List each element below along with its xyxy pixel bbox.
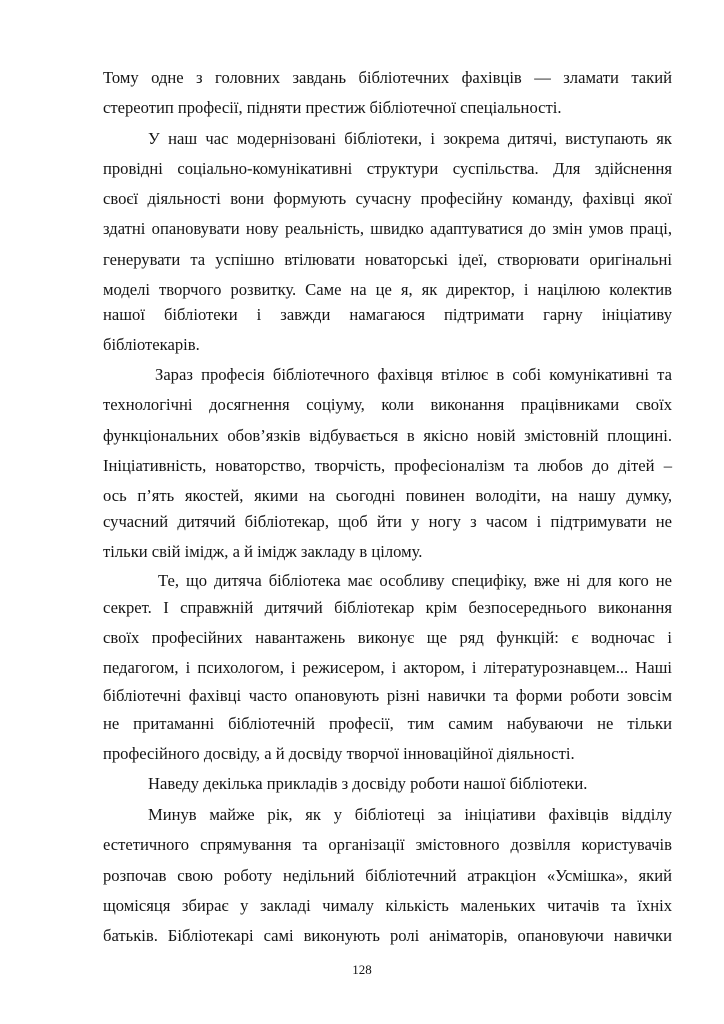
text-line: стереотип професії, підняти престиж бібліотечної спеціальності. bbox=[103, 98, 562, 117]
text-line: функціональних обов’язків відбувається в якісно новій змістовній площині. bbox=[103, 426, 672, 445]
text-line: технологічні досягнення соціуму, коли виконання працівниками своїх bbox=[103, 395, 672, 414]
text-line: педагогом, і психологом, і режисером, і актором, і літературознавцем... Наші bbox=[103, 658, 672, 677]
text-line: бібліотекарів. bbox=[103, 335, 200, 354]
text-line: секрет. І справжній дитячий бібліотекар крім безпосереднього виконання bbox=[103, 598, 672, 617]
text-line: не притаманні бібліотечній професії, тим самим набуваючи не тільки bbox=[103, 714, 672, 733]
page-number: 128 bbox=[352, 962, 372, 977]
text-line: У наш час модернізовані бібліотеки, і зокрема дитячі, виступають як bbox=[148, 129, 672, 148]
text-line: провідні соціально-комунікативні структури суспільства. Для здійснення bbox=[103, 159, 672, 178]
text-line: Тому одне з головних завдань бібліотечних фахівців — зламати такий bbox=[103, 68, 672, 87]
text-line: Зараз професія бібліотечного фахівця втілює в собі комунікативні та bbox=[155, 365, 672, 384]
text-line: своїх професійних навантажень виконує ще ряд функцій: є водночас і bbox=[103, 628, 672, 647]
text-line: сучасний дитячий бібліотекар, щоб йти у ногу з часом і підтримувати не bbox=[103, 512, 672, 531]
text-line: нашої бібліотеки і завжди намагаюся підтримати гарну ініціативу bbox=[103, 305, 672, 324]
text-line: генерувати та успішно втілювати новаторські ідеї, створювати оригінальні bbox=[103, 250, 672, 269]
text-line: Минув майже рік, як у бібліотеці за ініціативи фахівців відділу bbox=[148, 805, 672, 824]
text-line: здатні опановувати нову реальність, швидко адаптуватися до змін умов праці, bbox=[103, 219, 672, 238]
text-line: моделі творчого розвитку. Саме на це я, як директор, і націлюю колектив bbox=[103, 280, 672, 299]
text-line: Ініціативність, новаторство, творчість, професіоналізм та любов до дітей – bbox=[103, 456, 672, 475]
text-line: тільки свій імідж, а й імідж закладу в цілому. bbox=[103, 542, 423, 561]
text-line: своєї діяльності вони формують сучасну професійну команду, фахівці якої bbox=[103, 189, 672, 208]
text-line: бібліотечні фахівці часто опановують різні навички та форми роботи зовсім bbox=[103, 686, 672, 705]
text-line: Те, що дитяча бібліотека має особливу специфіку, вже ні для кого не bbox=[158, 571, 672, 590]
text-line: батьків. Бібліотекарі самі виконують ролі аніматорів, опановуючи навички bbox=[103, 926, 672, 945]
text-line: Наведу декілька прикладів з досвіду роботи нашої бібліотеки. bbox=[148, 774, 588, 793]
text-line: щомісяця збирає у закладі чималу кількість маленьких читачів та їхніх bbox=[103, 896, 672, 915]
text-line: професійного досвіду, а й досвіду творчої інноваційної діяльності. bbox=[103, 744, 575, 763]
text-line: ось п’ять якостей, якими на сьогодні повинен володіти, на нашу думку, bbox=[103, 486, 672, 505]
text-line: розпочав свою роботу недільний бібліотечний атракціон «Усмішка», який bbox=[103, 866, 672, 885]
text-line: естетичного спрямування та організації змістовного дозвілля користувачів bbox=[103, 835, 672, 854]
